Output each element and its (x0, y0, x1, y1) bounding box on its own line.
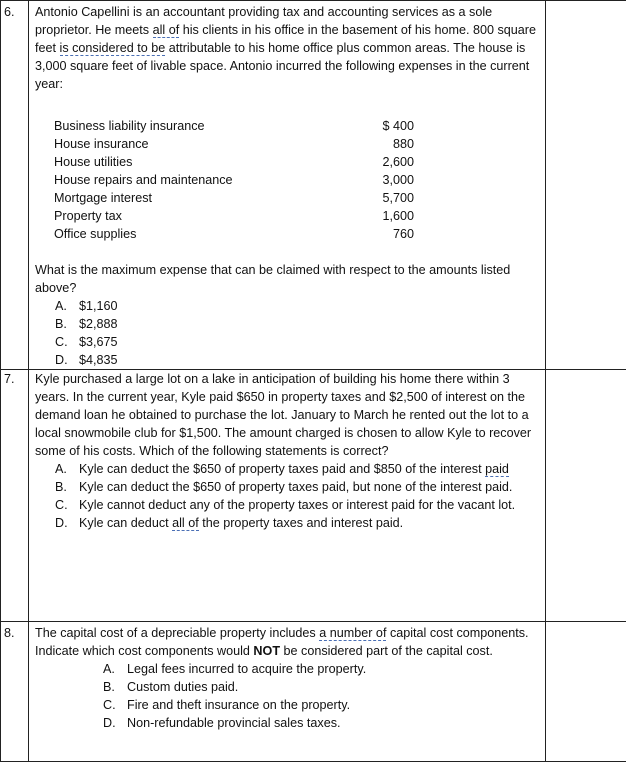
question-number: 7. (1, 370, 29, 622)
answer-cell (546, 622, 626, 762)
answer-cell (546, 1, 626, 370)
option-a[interactable]: A. $1,160 (55, 299, 118, 313)
expense-row: House insurance 880 (54, 137, 414, 151)
question-6-options (55, 297, 545, 369)
option-d[interactable]: D. $4,835 (55, 353, 118, 367)
expense-row: Office supplies 760 (54, 227, 414, 241)
question-row-8 (1, 622, 626, 762)
option-a[interactable]: A. Legal fees incurred to acquire the property. (103, 662, 367, 676)
option-c[interactable]: C. Fire and theft insurance on the property. (103, 698, 351, 712)
option-b[interactable]: B. Custom duties paid. (103, 680, 239, 694)
answer-cell (546, 370, 626, 622)
question-6-prompt: What is the maximum expense that can be claimed with respect to the amounts listed above? (35, 263, 511, 295)
question-7-options (55, 460, 545, 532)
question-6-intro: Antonio Capellini is an accountant providing tax and accounting services as a sole proprietor. He meets all of his clients in his office in the basement of his home. 800 square feet is considered to be attributable to his home office plus common areas. The house is 3,000 square feet of livable space. Antonio incurred the following expenses in the current year: (35, 5, 536, 91)
expense-row: Mortgage interest 5,700 (54, 191, 414, 205)
question-body-8 (29, 622, 546, 762)
expense-row: House utilities 2,600 (54, 155, 414, 169)
option-c[interactable]: C. $3,675 (55, 335, 118, 349)
option-d[interactable]: D. Non-refundable provincial sales taxes. (103, 716, 341, 730)
question-number: 8. (1, 622, 29, 762)
question-number: 6. (1, 1, 29, 370)
option-a[interactable]: A. Kyle can deduct the $650 of property taxes paid and $850 of the interest paid (55, 462, 509, 476)
option-d[interactable]: D. Kyle can deduct all of the property taxes and interest paid. (55, 516, 404, 530)
option-c[interactable]: C. Kyle cannot deduct any of the property taxes or interest paid for the vacant lot. (55, 498, 516, 512)
expense-table (54, 117, 414, 243)
question-7-text: Kyle purchased a large lot on a lake in anticipation of building his home there within 3 years. In the current year, Kyle paid $650 in property taxes and $2,500 of interest on the demand loan he obtained to purchase the lot. January to March he rented out the lot to a local snowmobile club for $1,500. The amount charged is chosen to allow Kyle to recover some of his costs. Which of the following statements is correct? (35, 372, 532, 458)
question-8-intro: The capital cost of a depreciable property includes a number of capital cost components. Indicate which cost components would NOT be considered part of the capital cost. (35, 626, 529, 658)
question-row-7 (1, 370, 626, 622)
question-8-options (103, 660, 545, 732)
option-b[interactable]: B. Kyle can deduct the $650 of property taxes paid, but none of the interest paid. (55, 480, 513, 494)
option-b[interactable]: B. $2,888 (55, 317, 118, 331)
expense-row: Business liability insurance $ 400 (54, 119, 414, 133)
expense-row: Property tax 1,600 (54, 209, 414, 223)
question-body-6 (29, 1, 546, 370)
question-body-7 (29, 370, 546, 622)
expense-row: House repairs and maintenance 3,000 (54, 173, 414, 187)
question-row-6 (1, 1, 626, 370)
